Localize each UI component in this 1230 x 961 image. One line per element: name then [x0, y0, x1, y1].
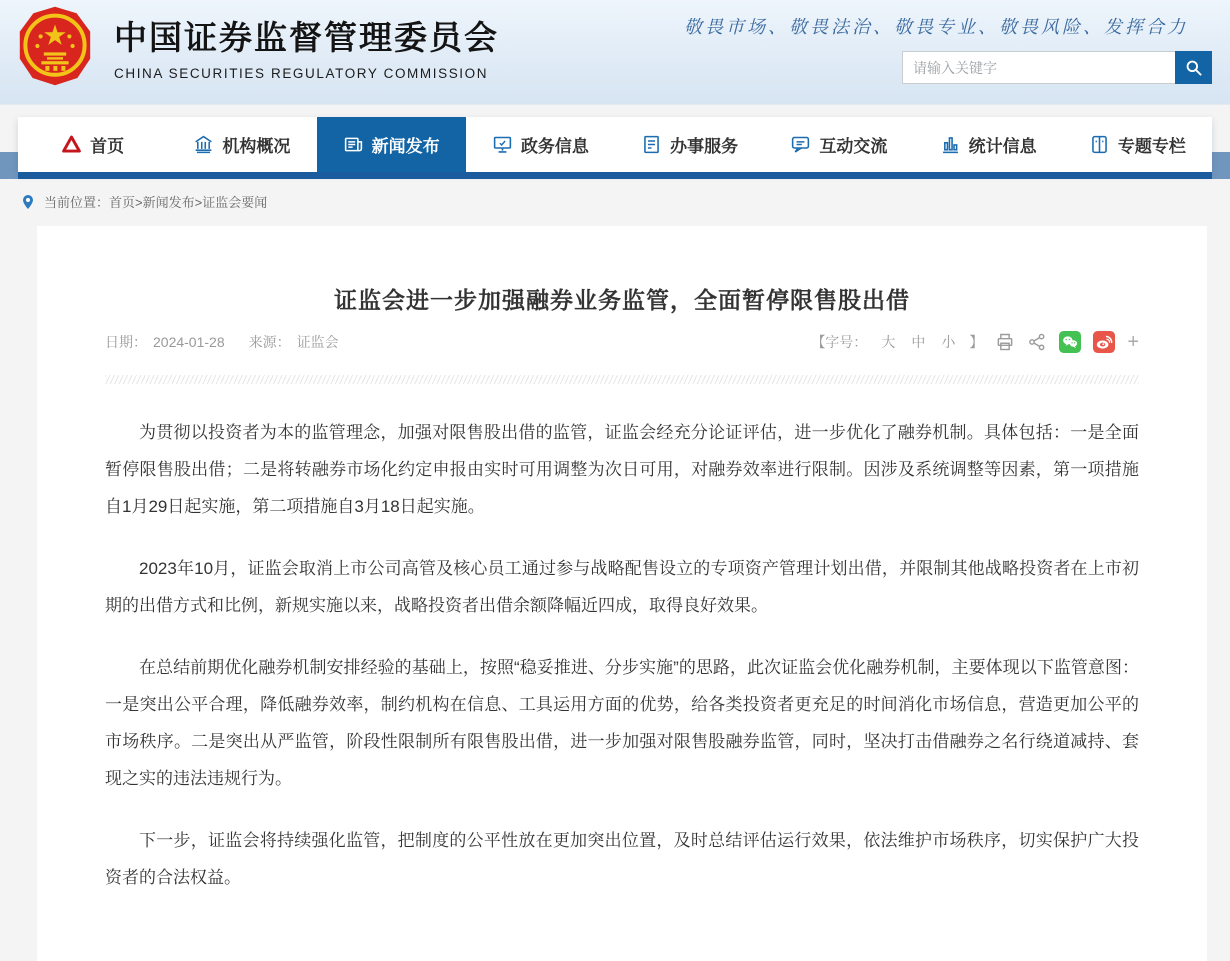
article-paragraph: 为贯彻以投资者为本的监管理念，加强对限售股出借的监管，证监会经充分论证评估，进一步优化了融券机制。具体包括：一是全面暂停限售股出借；二是将转融券市场化约定申报由实时可用调整为次日可用，对融券效率进行限制。因涉及系统调整等因素，第一项措施自1月29日起实施，第二项措施自3月18日起实施。: [105, 423, 1139, 516]
search-input[interactable]: [902, 51, 1175, 84]
nav-edge-right: [1212, 152, 1230, 179]
article-toolbar: [811, 331, 1139, 353]
bank-icon: [193, 134, 214, 155]
site-header: [0, 0, 1230, 105]
nav-item-statistics[interactable]: [914, 117, 1063, 172]
search-box: [902, 51, 1212, 84]
org-name-en: CHINA SECURITIES REGULATORY COMMISSION: [114, 65, 489, 81]
nav-label: 专题专栏: [1117, 137, 1186, 156]
national-emblem-icon: [14, 6, 96, 86]
share-icon[interactable]: [1027, 332, 1047, 352]
article-paragraph: 2023年10月，证监会取消上市公司高管及核心员工通过参与战略配售设立的专项资产管理计划出借，并限制其他战略投资者在上市初期的出借方式和比例，新规实施以来，战略投资者出借余额降幅近四成，取得良好效果。: [105, 559, 1139, 615]
font-size-suffix: 】: [969, 334, 984, 350]
nav-item-special-columns[interactable]: [1063, 117, 1212, 172]
nav-item-gov-info[interactable]: [466, 117, 615, 172]
date-label: 日期：: [105, 334, 147, 350]
newspaper-icon: [343, 134, 364, 155]
nav-item-about[interactable]: [167, 117, 316, 172]
font-size-medium[interactable]: 中: [911, 334, 926, 350]
print-icon[interactable]: [995, 332, 1015, 352]
nav-label: 统计信息: [968, 137, 1037, 156]
breadcrumb-path[interactable]: 首页>新闻发布>证监会要闻: [109, 195, 268, 210]
csrc-logo-icon: [61, 134, 82, 155]
font-size-prefix: 【字号：: [811, 334, 868, 350]
nav-edge-left: [0, 152, 18, 179]
nav-label: 办事服务: [670, 137, 739, 156]
nav-label: 机构概况: [222, 137, 291, 156]
book-icon: [1089, 134, 1110, 155]
document-icon: [641, 134, 662, 155]
main-nav: [0, 117, 1230, 172]
nav-label: 互动交流: [819, 137, 888, 156]
article-body: [105, 414, 1139, 896]
nav-bottom-strip: [18, 172, 1212, 179]
chat-icon: [790, 134, 811, 155]
source-label: 来源：: [248, 334, 291, 350]
more-share-icon[interactable]: +: [1127, 331, 1139, 353]
font-size-large[interactable]: 大: [881, 334, 896, 350]
nav-label: 首页: [90, 137, 125, 156]
font-size-small[interactable]: 小: [941, 334, 956, 350]
nav-item-interaction[interactable]: [764, 117, 913, 172]
nav-label: 新闻发布: [371, 137, 440, 156]
monitor-icon: [492, 134, 513, 155]
nav-label: 政务信息: [520, 137, 589, 156]
article-card: [37, 226, 1207, 961]
search-icon: [1184, 58, 1203, 77]
location-pin-icon: [20, 194, 36, 210]
article-meta-left: [105, 332, 345, 352]
article-meta: [105, 331, 1139, 353]
article-date: 2024-01-28: [153, 334, 225, 350]
org-name-cn: 中国证券监督管理委员会: [114, 18, 499, 56]
article-title: 证监会进一步加强融券业务监管，全面暂停限售股出借: [334, 287, 910, 313]
search-button[interactable]: [1175, 51, 1212, 84]
hatched-divider: [105, 375, 1139, 384]
article-paragraph: 在总结前期优化融券机制安排经验的基础上，按照“稳妥推进、分步实施”的思路，此次证监会优化融券机制，主要体现以下监管意图：一是突出公平合理，降低融券效率，制约机构在信息、工具运用方面的优势，给各类投资者更充足的时间消化市场信息，营造更加公平的市场秩序。二是突出从严监管，阶段性限制所有限售股出借，进一步加强对限售股融券监管，同时，坚决打击借融券之名行绕道减持、套现之实的违法违规行为。: [105, 658, 1139, 788]
breadcrumb-label: 当前位置：: [44, 195, 110, 210]
breadcrumb: [0, 172, 1230, 226]
article-source: 证监会: [296, 334, 339, 350]
article-paragraph: 下一步，证监会将持续强化监管，把制度的公平性放在更加突出位置，及时总结评估运行效果，依法维护市场秩序，切实保护广大投资者的合法权益。: [105, 831, 1139, 887]
nav-item-home[interactable]: [18, 117, 167, 172]
nav-item-services[interactable]: [615, 117, 764, 172]
wechat-share-icon[interactable]: [1059, 331, 1081, 353]
bar-chart-icon: [940, 134, 961, 155]
nav-item-news[interactable]: [317, 117, 466, 172]
site-logo[interactable]: [14, 6, 499, 86]
weibo-share-icon[interactable]: [1093, 331, 1115, 353]
header-slogan: 敬畏市场、敬畏法治、敬畏专业、敬畏风险、发挥合力: [684, 17, 1188, 38]
